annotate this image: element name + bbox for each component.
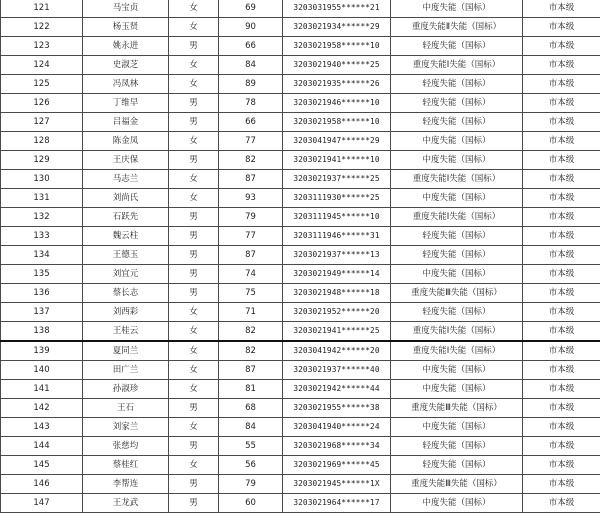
- seq-number-cell: 135: [1, 265, 83, 284]
- id-number-cell: 3203021949******14: [283, 265, 391, 284]
- age-cell: 79: [219, 208, 283, 227]
- id-number-cell: 3203021968******34: [283, 437, 391, 456]
- name-cell: 孙淑珍: [83, 380, 169, 399]
- disability-level-cell: 轻度失能（国标）: [391, 227, 523, 246]
- table-row: [1, 208, 600, 227]
- sex-cell: 男: [169, 399, 219, 418]
- table-row: [1, 265, 600, 284]
- sex-cell: 女: [169, 361, 219, 380]
- disability-level-cell: 重度失能Ⅲ失能（国标）: [391, 399, 523, 418]
- table-row: [1, 189, 600, 208]
- age-cell: 66: [219, 113, 283, 132]
- seq-number-cell: 131: [1, 189, 83, 208]
- fund-level-cell: 市本级: [523, 341, 600, 361]
- table-row: [1, 284, 600, 303]
- sex-cell: 男: [169, 37, 219, 56]
- seq-number-cell: 145: [1, 456, 83, 475]
- age-cell: 60: [219, 494, 283, 513]
- disability-level-cell: 轻度失能（国标）: [391, 303, 523, 322]
- table-row: [1, 494, 600, 513]
- sex-cell: 女: [169, 56, 219, 75]
- seq-number-cell: 130: [1, 170, 83, 189]
- name-cell: 马志兰: [83, 170, 169, 189]
- fund-level-cell: 市本级: [523, 94, 600, 113]
- disability-level-cell: 中度失能（国标）: [391, 132, 523, 151]
- table-row: [1, 475, 600, 494]
- seq-number-cell: 129: [1, 151, 83, 170]
- table-row: [1, 437, 600, 456]
- seq-number-cell: 143: [1, 418, 83, 437]
- seq-number-cell: 121: [1, 0, 83, 18]
- table-row: [1, 380, 600, 399]
- disability-level-cell: 中度失能（国标）: [391, 418, 523, 437]
- sex-cell: 女: [169, 322, 219, 342]
- disability-level-cell: 轻度失能（国标）: [391, 437, 523, 456]
- id-number-cell: 3203041940******24: [283, 418, 391, 437]
- sex-cell: 女: [169, 341, 219, 361]
- fund-level-cell: 市本级: [523, 380, 600, 399]
- name-cell: 马宝贞: [83, 0, 169, 18]
- sex-cell: 男: [169, 246, 219, 265]
- age-cell: 56: [219, 456, 283, 475]
- fund-level-cell: 市本级: [523, 170, 600, 189]
- id-number-cell: 3203111946******31: [283, 227, 391, 246]
- disability-level-cell: 重度失能Ⅰ失能（国标）: [391, 170, 523, 189]
- table-row: [1, 418, 600, 437]
- seq-number-cell: 124: [1, 56, 83, 75]
- age-cell: 90: [219, 18, 283, 37]
- table-row: [1, 303, 600, 322]
- age-cell: 66: [219, 37, 283, 56]
- id-number-cell: 3203031955******21: [283, 0, 391, 18]
- fund-level-cell: 市本级: [523, 189, 600, 208]
- id-number-cell: 3203041947******29: [283, 132, 391, 151]
- age-cell: 84: [219, 418, 283, 437]
- age-cell: 84: [219, 56, 283, 75]
- age-cell: 81: [219, 380, 283, 399]
- table-row: [1, 75, 600, 94]
- disability-level-cell: 中度失能（国标）: [391, 189, 523, 208]
- seq-number-cell: 126: [1, 94, 83, 113]
- id-number-cell: 3203021942******44: [283, 380, 391, 399]
- name-cell: 刘西彩: [83, 303, 169, 322]
- fund-level-cell: 市本级: [523, 322, 600, 342]
- name-cell: 刘尚氏: [83, 189, 169, 208]
- sex-cell: 女: [169, 132, 219, 151]
- id-number-cell: 3203021955******38: [283, 399, 391, 418]
- name-cell: 刘家兰: [83, 418, 169, 437]
- name-cell: 石跃先: [83, 208, 169, 227]
- disability-level-cell: 轻度失能（国标）: [391, 75, 523, 94]
- fund-level-cell: 市本级: [523, 208, 600, 227]
- name-cell: 夏同兰: [83, 341, 169, 361]
- seq-number-cell: 138: [1, 322, 83, 342]
- disability-level-cell: 中度失能（国标）: [391, 151, 523, 170]
- table-row: [1, 56, 600, 75]
- sex-cell: 男: [169, 437, 219, 456]
- age-cell: 82: [219, 341, 283, 361]
- id-number-cell: 3203041942******20: [283, 341, 391, 361]
- seq-number-cell: 136: [1, 284, 83, 303]
- disability-level-cell: 中度失能（国标）: [391, 494, 523, 513]
- roster-body: [1, 0, 600, 513]
- disability-level-cell: 重度失能Ⅲ失能（国标）: [391, 475, 523, 494]
- name-cell: 魏云柱: [83, 227, 169, 246]
- id-number-cell: 3203021934******29: [283, 18, 391, 37]
- age-cell: 87: [219, 361, 283, 380]
- sex-cell: 男: [169, 227, 219, 246]
- id-number-cell: 3203021946******10: [283, 94, 391, 113]
- seq-number-cell: 127: [1, 113, 83, 132]
- sex-cell: 男: [169, 113, 219, 132]
- disability-level-cell: 重度失能Ⅰ失能（国标）: [391, 56, 523, 75]
- sex-cell: 男: [169, 208, 219, 227]
- name-cell: 王桂云: [83, 322, 169, 342]
- sex-cell: 男: [169, 151, 219, 170]
- disability-level-cell: 重度失能Ⅰ失能（国标）: [391, 341, 523, 361]
- age-cell: 87: [219, 170, 283, 189]
- name-cell: 杨玉贤: [83, 18, 169, 37]
- sex-cell: 男: [169, 94, 219, 113]
- id-number-cell: 3203021941******25: [283, 322, 391, 342]
- name-cell: 吕福金: [83, 113, 169, 132]
- fund-level-cell: 市本级: [523, 265, 600, 284]
- fund-level-cell: 市本级: [523, 151, 600, 170]
- age-cell: 87: [219, 246, 283, 265]
- age-cell: 68: [219, 399, 283, 418]
- id-number-cell: 3203021958******10: [283, 37, 391, 56]
- sex-cell: 女: [169, 170, 219, 189]
- table-row: [1, 341, 600, 361]
- seq-number-cell: 141: [1, 380, 83, 399]
- sex-cell: 女: [169, 380, 219, 399]
- table-row: [1, 37, 600, 56]
- age-cell: 78: [219, 94, 283, 113]
- age-cell: 71: [219, 303, 283, 322]
- name-cell: 张慈均: [83, 437, 169, 456]
- seq-number-cell: 122: [1, 18, 83, 37]
- name-cell: 史淑芝: [83, 56, 169, 75]
- fund-level-cell: 市本级: [523, 437, 600, 456]
- id-number-cell: 3203021935******26: [283, 75, 391, 94]
- age-cell: 69: [219, 0, 283, 18]
- id-number-cell: 3203021940******25: [283, 56, 391, 75]
- fund-level-cell: 市本级: [523, 37, 600, 56]
- sex-cell: 男: [169, 475, 219, 494]
- id-number-cell: 3203021948******18: [283, 284, 391, 303]
- fund-level-cell: 市本级: [523, 113, 600, 132]
- seq-number-cell: 134: [1, 246, 83, 265]
- name-cell: 冯凤林: [83, 75, 169, 94]
- fund-level-cell: 市本级: [523, 227, 600, 246]
- disability-level-cell: 中度失能（国标）: [391, 361, 523, 380]
- sex-cell: 女: [169, 418, 219, 437]
- fund-level-cell: 市本级: [523, 399, 600, 418]
- age-cell: 55: [219, 437, 283, 456]
- seq-number-cell: 123: [1, 37, 83, 56]
- name-cell: 王龙武: [83, 494, 169, 513]
- age-cell: 77: [219, 227, 283, 246]
- fund-level-cell: 市本级: [523, 75, 600, 94]
- id-number-cell: 3203021964******17: [283, 494, 391, 513]
- table-row: [1, 94, 600, 113]
- name-cell: 田广兰: [83, 361, 169, 380]
- fund-level-cell: 市本级: [523, 494, 600, 513]
- fund-level-cell: 市本级: [523, 56, 600, 75]
- disability-level-cell: 中度失能（国标）: [391, 0, 523, 18]
- seq-number-cell: 133: [1, 227, 83, 246]
- table-row: [1, 361, 600, 380]
- age-cell: 82: [219, 322, 283, 342]
- sex-cell: 女: [169, 0, 219, 18]
- sex-cell: 女: [169, 303, 219, 322]
- fund-level-cell: 市本级: [523, 246, 600, 265]
- name-cell: 王庆保: [83, 151, 169, 170]
- name-cell: 陈金凤: [83, 132, 169, 151]
- seq-number-cell: 137: [1, 303, 83, 322]
- id-number-cell: 3203021941******10: [283, 151, 391, 170]
- seq-number-cell: 146: [1, 475, 83, 494]
- age-cell: 75: [219, 284, 283, 303]
- age-cell: 82: [219, 151, 283, 170]
- name-cell: 蔡长志: [83, 284, 169, 303]
- disability-level-cell: 重度失能Ⅰ失能（国标）: [391, 208, 523, 227]
- name-cell: 姚永进: [83, 37, 169, 56]
- table-row: [1, 0, 600, 18]
- age-cell: 93: [219, 189, 283, 208]
- id-number-cell: 3203021937******40: [283, 361, 391, 380]
- id-number-cell: 3203021937******13: [283, 246, 391, 265]
- seq-number-cell: 142: [1, 399, 83, 418]
- sex-cell: 男: [169, 494, 219, 513]
- fund-level-cell: 市本级: [523, 456, 600, 475]
- disability-level-cell: 中度失能（国标）: [391, 265, 523, 284]
- table-row: [1, 132, 600, 151]
- fund-level-cell: 市本级: [523, 132, 600, 151]
- disability-level-cell: 重度失能Ⅰ失能（国标）: [391, 322, 523, 342]
- disability-level-cell: 重度失能Ⅲ失能（国标）: [391, 284, 523, 303]
- fund-level-cell: 市本级: [523, 475, 600, 494]
- sex-cell: 女: [169, 189, 219, 208]
- seq-number-cell: 144: [1, 437, 83, 456]
- id-number-cell: 3203021945******1X: [283, 475, 391, 494]
- name-cell: 王德玉: [83, 246, 169, 265]
- name-cell: 蔡桂红: [83, 456, 169, 475]
- name-cell: 丁维早: [83, 94, 169, 113]
- name-cell: 刘宜元: [83, 265, 169, 284]
- id-number-cell: 3203111930******25: [283, 189, 391, 208]
- fund-level-cell: 市本级: [523, 361, 600, 380]
- sex-cell: 男: [169, 265, 219, 284]
- table-row: [1, 399, 600, 418]
- id-number-cell: 3203021937******25: [283, 170, 391, 189]
- age-cell: 74: [219, 265, 283, 284]
- age-cell: 77: [219, 132, 283, 151]
- table-row: [1, 170, 600, 189]
- seq-number-cell: 140: [1, 361, 83, 380]
- table-row: [1, 246, 600, 265]
- sex-cell: 女: [169, 456, 219, 475]
- sex-cell: 男: [169, 284, 219, 303]
- table-row: [1, 151, 600, 170]
- sex-cell: 女: [169, 75, 219, 94]
- fund-level-cell: 市本级: [523, 303, 600, 322]
- seq-number-cell: 147: [1, 494, 83, 513]
- sex-cell: 女: [169, 18, 219, 37]
- name-cell: 王石: [83, 399, 169, 418]
- disability-level-cell: 重度失能Ⅱ失能（国标）: [391, 18, 523, 37]
- table-row: [1, 227, 600, 246]
- fund-level-cell: 市本级: [523, 18, 600, 37]
- age-cell: 79: [219, 475, 283, 494]
- seq-number-cell: 139: [1, 341, 83, 361]
- age-cell: 89: [219, 75, 283, 94]
- seq-number-cell: 132: [1, 208, 83, 227]
- disability-level-cell: 轻度失能（国标）: [391, 94, 523, 113]
- id-number-cell: 3203021958******10: [283, 113, 391, 132]
- name-cell: 李帮连: [83, 475, 169, 494]
- fund-level-cell: 市本级: [523, 284, 600, 303]
- id-number-cell: 3203021952******20: [283, 303, 391, 322]
- disability-level-cell: 轻度失能（国标）: [391, 456, 523, 475]
- seq-number-cell: 125: [1, 75, 83, 94]
- table-row: [1, 456, 600, 475]
- disability-level-cell: 轻度失能（国标）: [391, 246, 523, 265]
- seq-number-cell: 128: [1, 132, 83, 151]
- fund-level-cell: 市本级: [523, 0, 600, 18]
- fund-level-cell: 市本级: [523, 418, 600, 437]
- disability-level-cell: 轻度失能（国标）: [391, 37, 523, 56]
- id-number-cell: 3203111945******10: [283, 208, 391, 227]
- disability-level-cell: 轻度失能（国标）: [391, 113, 523, 132]
- table-row: [1, 113, 600, 132]
- table-row: [1, 322, 600, 342]
- id-number-cell: 3203021969******45: [283, 456, 391, 475]
- table-row: [1, 18, 600, 37]
- disability-level-cell: 中度失能（国标）: [391, 380, 523, 399]
